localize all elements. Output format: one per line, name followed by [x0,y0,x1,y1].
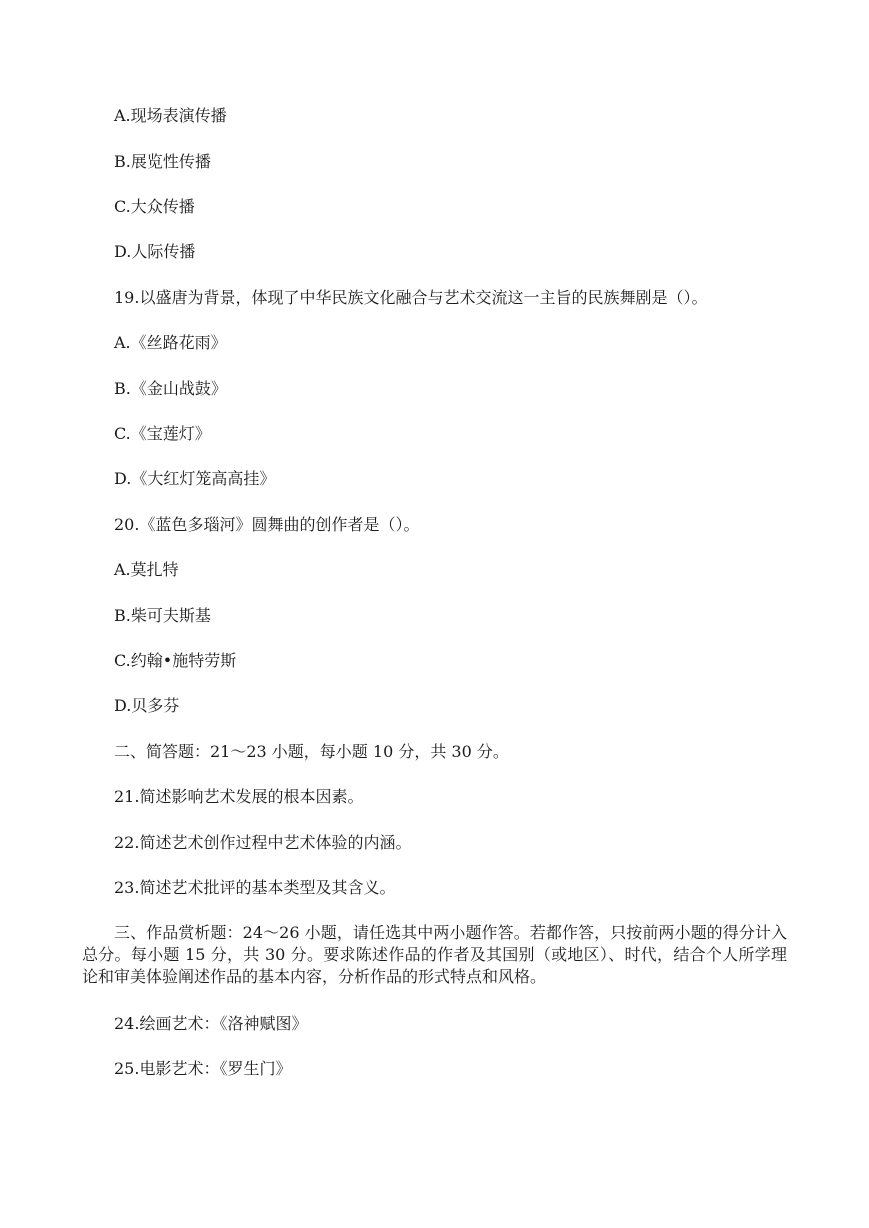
question-22: 22.简述艺术创作过程中艺术体验的内涵。 [114,833,412,852]
q20-option-c: C.约翰•施特劳斯 [114,651,237,670]
question-25: 25.电影艺术：《罗生门》 [114,1059,292,1078]
question-19: 19.以盛唐为背景，体现了中华民族文化融合与艺术交流这一主旨的民族舞剧是（）。 [114,288,708,307]
q20-option-a: A.莫扎特 [114,560,179,579]
section-2-heading: 二、简答题：21～23 小题，每小题 10 分，共 30 分。 [114,742,509,761]
question-21: 21.简述影响艺术发展的根本因素。 [114,787,364,806]
question-20: 20.《蓝色多瑙河》圆舞曲的创作者是（）。 [114,515,420,534]
q20-option-d: D.贝多芬 [114,696,180,715]
q19-option-b: B.《金山战鼓》 [114,379,227,398]
q18-option-b: B.展览性传播 [114,152,211,171]
q19-option-a: A.《丝路花雨》 [114,333,227,352]
q20-option-b: B.柴可夫斯基 [114,606,211,625]
section-3-instructions: 三、作品赏析题：24～26 小题，请任选其中两小题作答。若都作答，只按前两小题的得分计入总分。每小题 15 分，共 30 分。要求陈述作品的作者及其国别（或地区）、时代，结合个人所学理论和审美体验阐述作品的基本内容，分析作品的形式特点和风格。 [82,923,787,986]
q19-option-d: D.《大红灯笼高高挂》 [114,469,276,488]
question-23: 23.简述艺术批评的基本类型及其含义。 [114,878,396,897]
q18-option-a: A.现场表演传播 [114,106,227,125]
q18-option-d: D.人际传播 [114,242,196,261]
question-24: 24.绘画艺术：《洛神赋图》 [114,1014,308,1033]
q19-option-c: C.《宝莲灯》 [114,424,211,443]
q18-option-c: C.大众传播 [114,197,195,216]
